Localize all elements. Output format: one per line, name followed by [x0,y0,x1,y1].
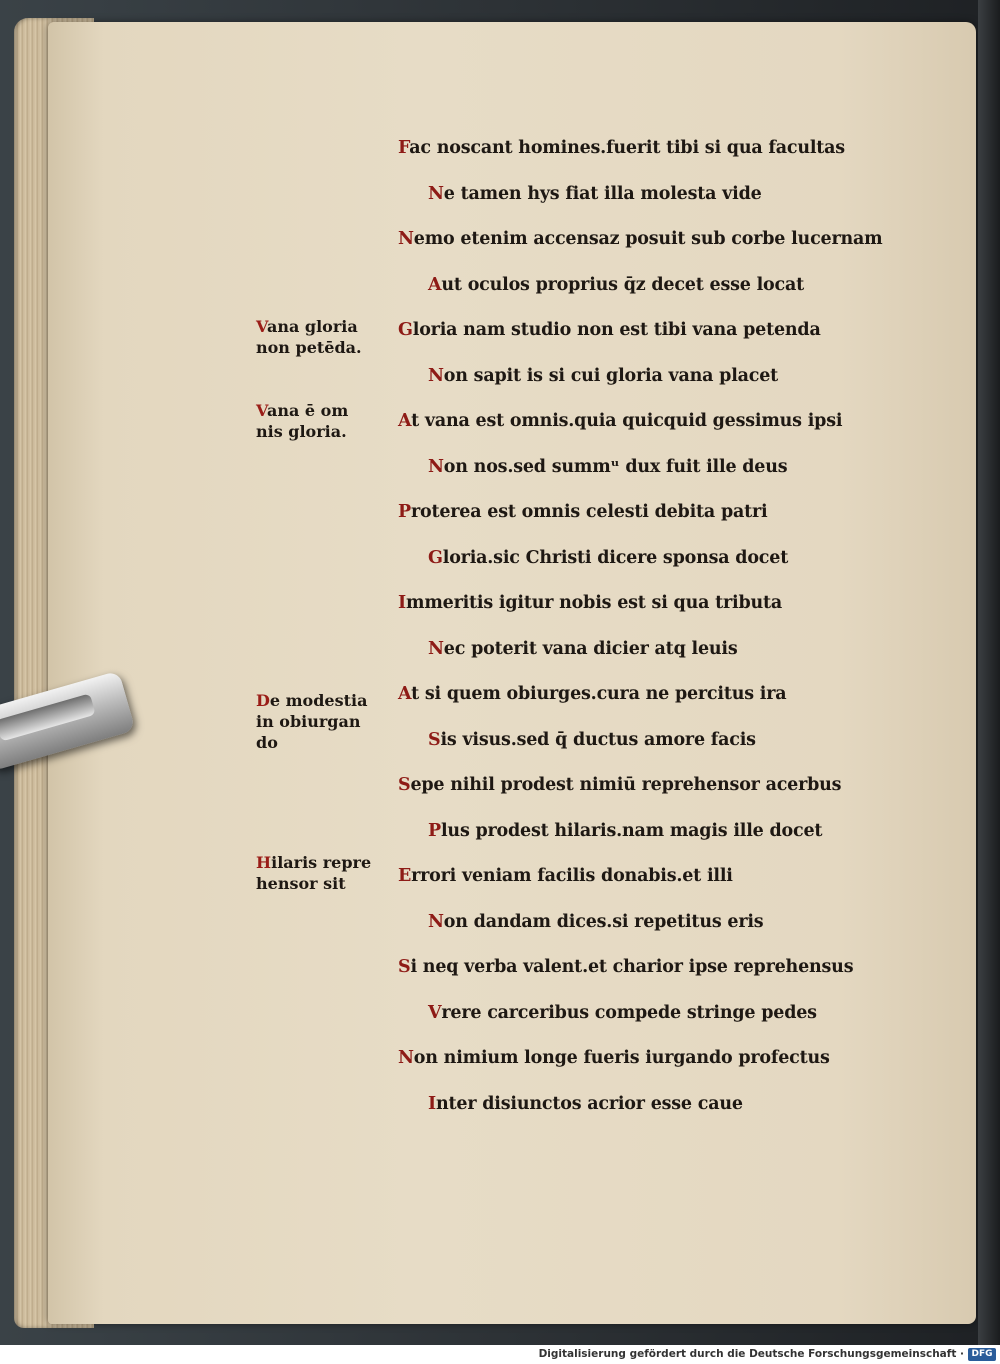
gloss-initial: H [256,853,272,872]
verse-text: is visus.sed q̄ ductus amore facis [440,729,756,750]
rubricated-initial: P [428,820,441,841]
rubricated-initial: S [398,775,411,795]
margin-gloss [256,690,396,753]
rubricated-initial: N [428,456,444,477]
verse-text: emo etenim accensaz posuit sub corbe lucernam [413,229,883,249]
rubricated-initial: I [398,593,406,613]
gloss-text: in obiurgan [256,712,361,731]
gloss-text: ana gloria [266,317,358,336]
verse-text: t si quem obiurges.cura ne percitus ira [411,684,787,704]
verse-text: on nos.sed summᵘ dux fuit ille deus [443,456,788,477]
gloss-line [256,400,396,421]
gloss-initial: D [256,691,270,710]
margin-gloss [256,852,396,894]
verse-text: ac noscant homines.fuerit tibi si qua facultas [409,138,845,158]
verse-line [398,445,918,491]
verse-text: roterea est omnis celesti debita patri [410,502,768,522]
verse-text: mmeritis igitur nobis est si qua tributa [406,593,783,613]
gloss-initial: V [256,401,267,420]
verse-text: on nimium longe fueris iurgando profectus [413,1048,830,1068]
verse-line [398,217,918,263]
verse-text: nter disiunctos acrior esse caue [436,1093,743,1114]
verse-line [398,991,918,1037]
gloss-line [256,690,396,711]
gloss-line [256,732,396,753]
verse-text: e tamen hys fiat illa molesta vide [443,183,762,204]
rubricated-initial: N [428,183,444,204]
rubricated-initial: F [398,138,410,158]
rubricated-initial: N [398,229,414,249]
verse-text: rrori veniam facilis donabis.et illi [411,866,733,886]
gloss-text: e modestia [269,691,368,710]
gloss-line [256,421,396,442]
margin-gloss [256,400,396,442]
verse-line [398,945,918,991]
rubricated-initial: P [398,502,411,522]
gloss-line [256,337,396,358]
rubricated-initial: V [428,1002,442,1023]
verse-text: loria nam studio non est tibi vana petenda [412,320,821,340]
rubricated-initial: N [428,365,444,386]
verse-line [398,354,918,400]
verse-line [398,854,918,900]
verse-line [398,627,918,673]
rubricated-initial: N [428,638,444,659]
gloss-initial: V [256,317,267,336]
verse-line [398,126,918,172]
verse-line [398,672,918,718]
rubricated-initial: E [398,866,412,886]
verse-column [398,126,918,1127]
verse-text: rere carceribus compede stringe pedes [441,1002,817,1023]
verse-line [398,763,918,809]
rubricated-initial: A [398,684,412,704]
gloss-text: non petēda. [256,338,362,357]
verse-line [398,1036,918,1082]
verse-line [398,581,918,627]
gloss-text: hensor sit [256,874,346,893]
verse-line [398,308,918,354]
verse-text: epe nihil prodest nimiū reprehensor acerbus [410,775,842,795]
verse-text: ut oculos proprius q̄z decet esse locat [441,274,804,295]
gloss-text: ana ē om [266,401,349,420]
gloss-line [256,711,396,732]
verse-line [398,399,918,445]
verse-text: on dandam dices.si repetitus eris [443,911,764,932]
rubricated-initial: G [428,547,443,568]
gloss-line [256,852,396,873]
rubricated-initial: A [428,274,442,295]
rubricated-initial: S [428,729,441,750]
verse-text: lus prodest hilaris.nam magis ille docet [440,820,823,841]
rubricated-initial: S [398,957,411,977]
verse-line [398,809,918,855]
verse-line [398,263,918,309]
verse-line [398,900,918,946]
verse-line [398,490,918,536]
verse-line [398,172,918,218]
gloss-text: nis gloria. [256,422,347,441]
gloss-line [256,873,396,894]
volume-right-edge [978,0,1000,1345]
rubricated-initial: I [428,1093,436,1114]
verse-text: t vana est omnis.quia quicquid gessimus ipsi [411,411,843,431]
margin-gloss [256,316,396,358]
verse-text: i neq̧ verba valent.et charior ipse reprehensus [410,957,854,977]
rubricated-initial: N [428,911,444,932]
rubricated-initial: G [398,320,413,340]
rubricated-initial: N [398,1048,414,1068]
verse-line [398,718,918,764]
gloss-text: ilaris repre [271,853,372,872]
verse-text: on sapit is si cui gloria vana placet [443,365,779,386]
verse-line [398,536,918,582]
verse-line [398,1082,918,1128]
rubricated-initial: A [398,411,412,431]
verse-text: loria.sic Christi dicere sponsa docet [442,547,789,568]
footer-credit: Digitalisierung gefördert durch die Deutsche Forschungsgemeinschaft · [538,1348,964,1360]
verse-text: ec poterit vana dicier atq̧ leuis [443,638,738,659]
gloss-text: do [256,733,278,752]
gloss-line [256,316,396,337]
dfg-logo: DFG [968,1348,996,1361]
footer-bar [0,1345,1000,1364]
